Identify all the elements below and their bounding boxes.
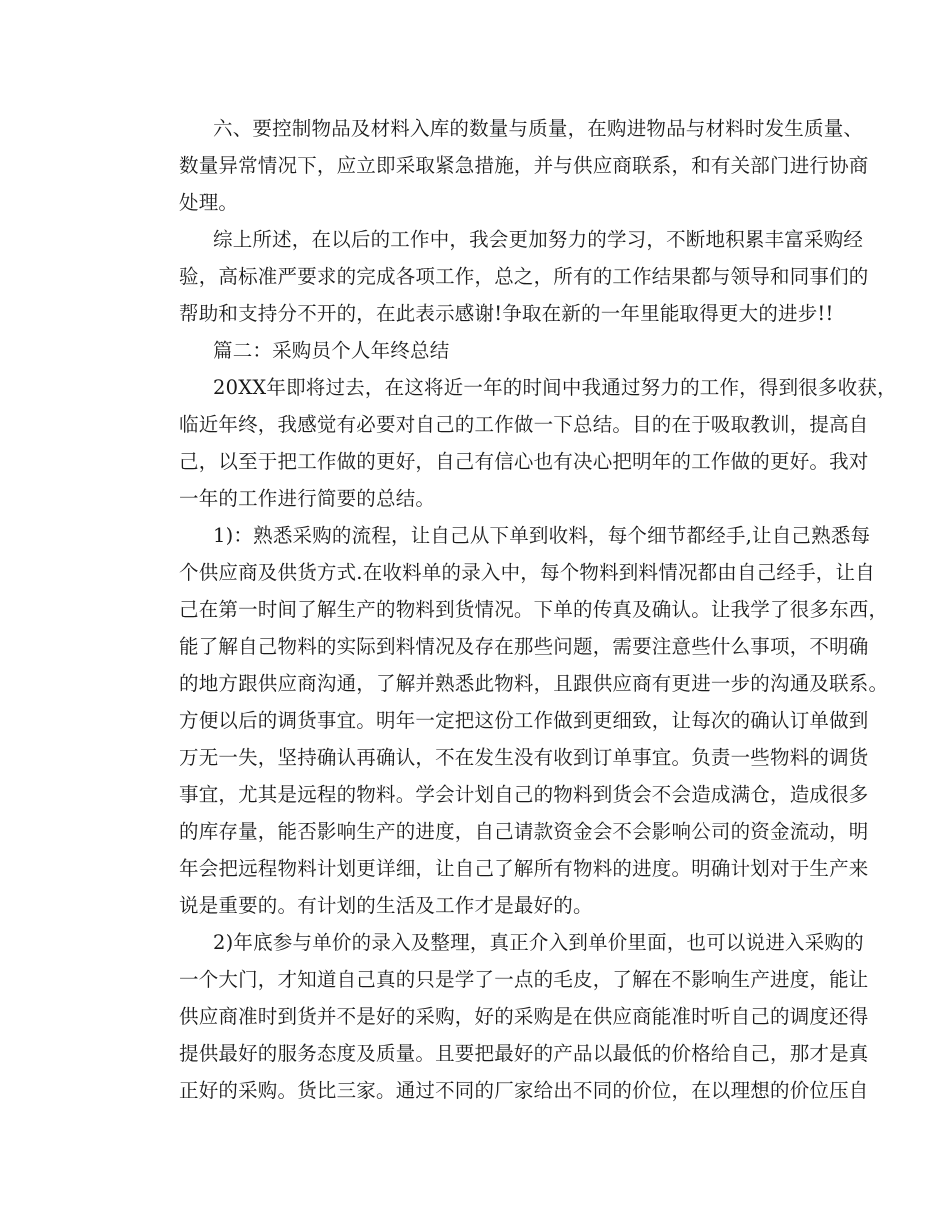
- text-line: 提供最好的服务态度及质量。且要把最好的产品以最低的价格给自己，那才是真: [179, 1042, 869, 1065]
- text-line: 综上所述，在以后的工作中，我会更加努力的学习，不断地积累丰富采购经: [213, 228, 864, 251]
- paragraph-point-2: [145, 924, 869, 1109]
- text-line: 1)：熟悉采购的流程，让自己从下单到收料，每个细节都经手,让自己熟悉每: [213, 524, 871, 547]
- text-line: 2)年底参与单价的录入及整理，真正介入到单价里面，也可以说进入采购的: [213, 931, 864, 954]
- text-line: 处理。: [179, 191, 239, 214]
- text-line: 万无一失，坚持确认再确认，不在发生没有收到订单事宜。负责一些物料的调货: [179, 746, 869, 769]
- text-line: 一个大门，才知道自己真的只是学了一点的毛皮，了解在不影响生产进度，能让: [179, 968, 869, 991]
- text-line: 方便以后的调货事宜。明年一定把这份工作做到更细致，让每次的确认订单做到: [179, 709, 869, 732]
- text-line: 数量异常情况下，应立即采取紧急措施，并与供应商联系，和有关部门进行协商: [179, 154, 869, 177]
- text-line: 能了解自己物料的实际到料情况及存在那些问题，需要注意些什么事项，不明确: [179, 635, 869, 658]
- section-heading: [145, 332, 805, 369]
- text-line: 帮助和支持分不开的，在此表示感谢!争取在新的一年里能取得更大的进步!!: [179, 302, 834, 325]
- text-line: 一年的工作进行简要的总结。: [179, 487, 436, 510]
- paragraph-conclusion: [145, 221, 869, 332]
- document-body: [145, 110, 897, 1109]
- paragraph-point-1: [145, 517, 889, 924]
- text-line: 20XX年即将过去，在这将近一年的时间中我通过努力的工作，得到很多收获，: [213, 376, 897, 399]
- paragraph-intro: [145, 369, 897, 517]
- text-line: 临近年终，我感觉有必要对自己的工作做一下总结。目的在于吸取教训，提高自: [179, 413, 869, 436]
- text-line: 六、要控制物品及材料入库的数量与质量，在购进物品与材料时发生质量、: [213, 117, 864, 140]
- text-line: 的地方跟供应商沟通，了解并熟悉此物料，且跟供应商有更进一步的沟通及联系。: [179, 672, 889, 695]
- paragraph-inventory-control: [145, 110, 869, 221]
- section-title: 篇二：采购员个人年终总结: [213, 339, 450, 362]
- text-line: 事宜，尤其是远程的物料。学会计划自己的物料到货会不会造成满仓，造成很多: [179, 783, 869, 806]
- text-line: 验，高标准严要求的完成各项工作，总之，所有的工作结果都与领导和同事们的: [179, 265, 869, 288]
- text-line: 己，以至于把工作做的更好，自己有信心也有决心把明年的工作做的更好。我对: [179, 450, 869, 473]
- text-line: 的库存量，能否影响生产的进度，自己请款资金会不会影响公司的资金流动，明: [179, 820, 869, 843]
- text-line: 个供应商及供货方式.在收料单的录入中，每个物料到料情况都由自己经手，让自: [179, 561, 875, 584]
- text-line: 供应商准时到货并不是好的采购，好的采购是在供应商能准时听自己的调度还得: [179, 1005, 869, 1028]
- text-line: 说是重要的。有计划的生活及工作才是最好的。: [179, 894, 593, 917]
- text-line: 正好的采购。货比三家。通过不同的厂家给出不同的价位，在以理想的价位压自: [179, 1079, 869, 1102]
- text-line: 己在第一时间了解生产的物料到货情况。下单的传真及确认。让我学了很多东西，: [179, 598, 889, 621]
- text-line: 年会把远程物料计划更详细，让自己了解所有物料的进度。明确计划对于生产来: [179, 857, 869, 880]
